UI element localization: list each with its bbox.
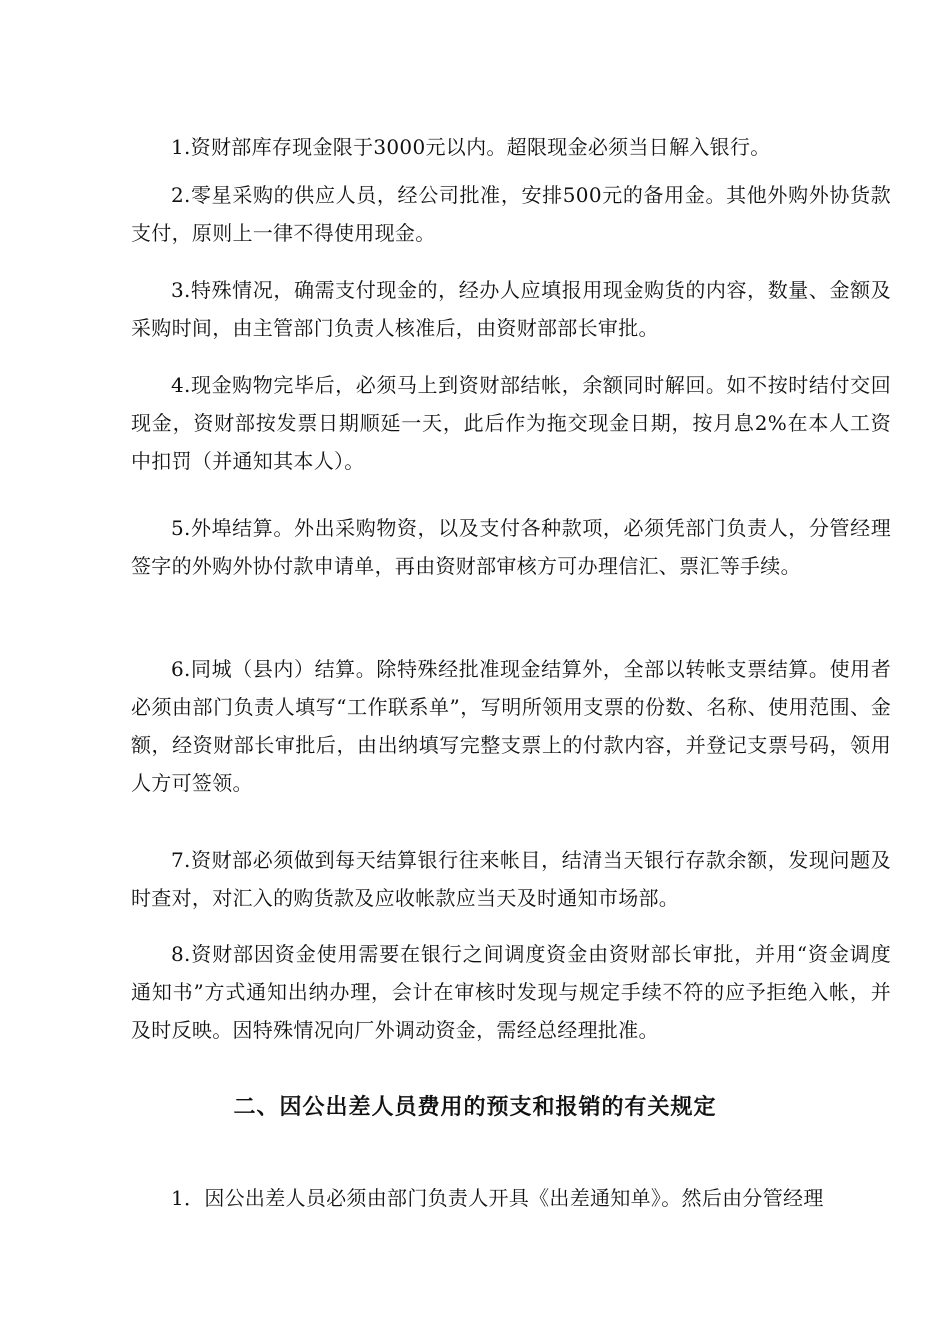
paragraph-special-cash: 3.特殊情况，确需支付现金的，经办人应填报用现金购货的内容，数量、金额及采购时间，由主管部门负责人核准后，由资财部部长审批。 <box>131 278 891 340</box>
paragraph-remote-settlement: 5.外埠结算。外出采购物资，以及支付各种款项，必须凭部门负责人，分管经理签字的外购外协付款申请单，再由资财部审核方可办理信汇、票汇等手续。 <box>131 516 891 578</box>
paragraph-petty-cash: 2.零星采购的供应人员，经公司批准，安排500元的备用金。其他外购外协货款支付，原则上一律不得使用现金。 <box>131 183 891 245</box>
paragraph-travel-notice: 1．因公出差人员必须由部门负责人开具《出差通知单》。然后由分管经理 <box>171 1186 824 1210</box>
paragraph-local-settlement: 6.同城（县内）结算。除特殊经批准现金结算外，全部以转帐支票结算。使用者必须由部门负责人填写“工作联系单”，写明所领用支票的份数、名称、使用范围、金额，经资财部长审批后，由出纳填写完整支票上的付款内容，并登记支票号码，领用人方可签领。 <box>131 657 891 795</box>
paragraph-cash-limit: 1.资财部库存现金限于3000元以内。超限现金必须当日解入银行。 <box>171 135 771 159</box>
section-heading: 二、因公出差人员费用的预支和报销的有关规定 <box>233 1095 717 1120</box>
paragraph-settlement-deadline: 4.现金购物完毕后，必须马上到资财部结帐，余额同时解回。如不按时结付交回现金，资财部按发票日期顺延一天，此后作为拖交现金日期，按月息2%在本人工资中扣罚（并通知其本人）。 <box>131 373 891 473</box>
paragraph-bank-reconciliation: 7.资财部必须做到每天结算银行往来帐目，结清当天银行存款余额，发现问题及时查对，对汇入的购货款及应收帐款应当天及时通知市场部。 <box>131 848 891 910</box>
paragraph-fund-transfer: 8.资财部因资金使用需要在银行之间调度资金由资财部长审批，并用“资金调度通知书”方式通知出纳办理，会计在审核时发现与规定手续不符的应予拒绝入帐，并及时反映。因特殊情况向厂外调动资金，需经总经理批准。 <box>131 942 891 1042</box>
